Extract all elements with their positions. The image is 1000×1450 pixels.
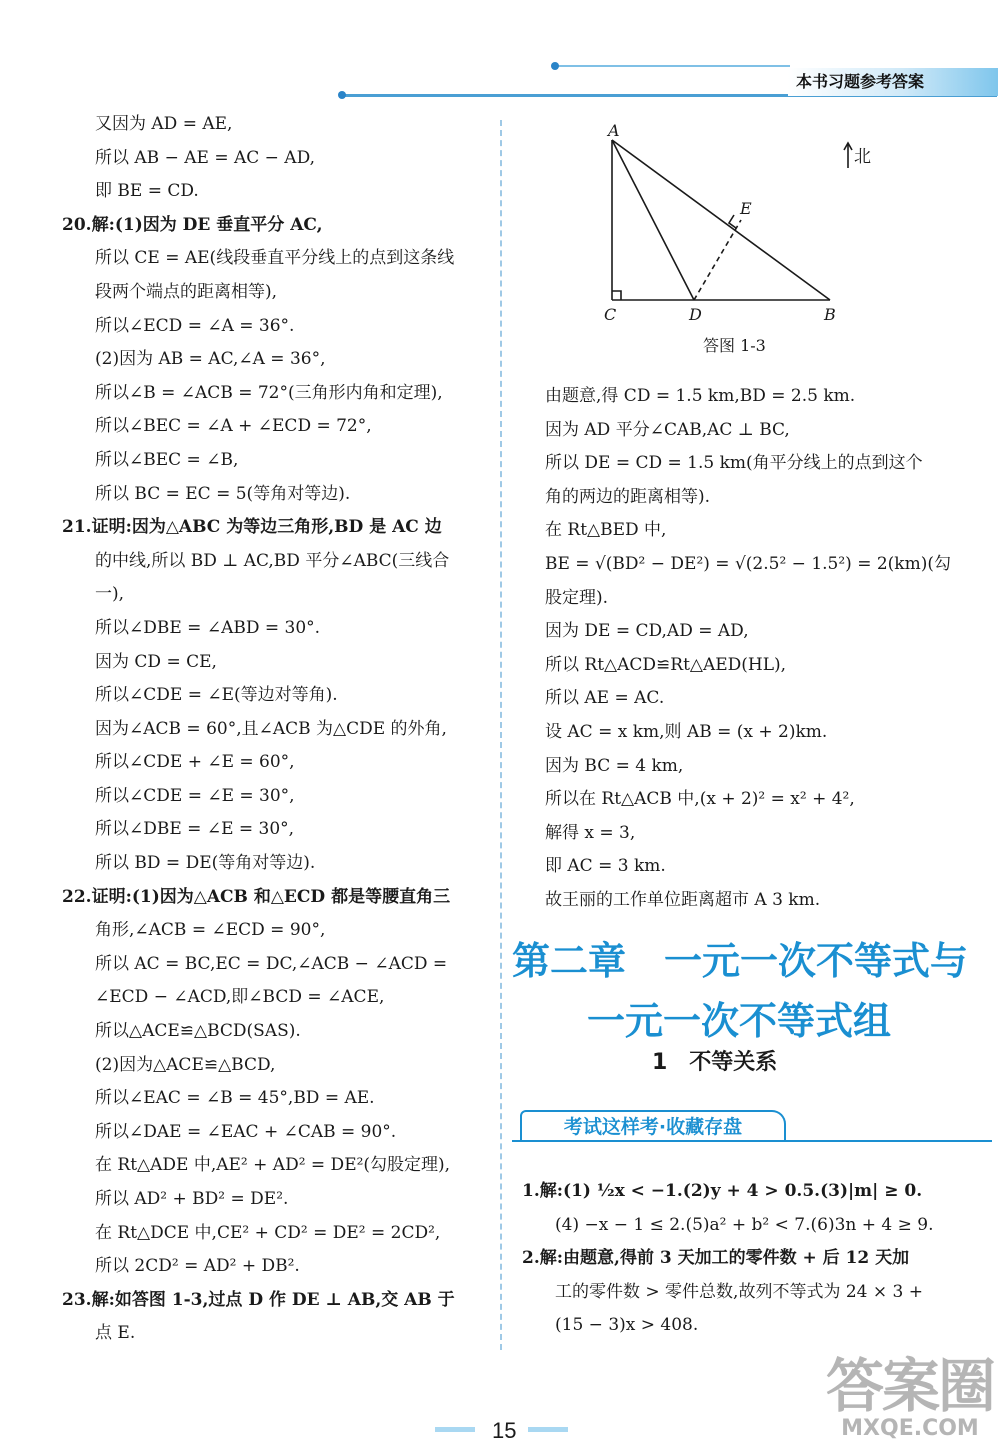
text-line: 所以∠CDE = ∠E(等边对等角). xyxy=(95,685,338,706)
section-tag-rule xyxy=(512,1140,992,1142)
text-line: 点 E. xyxy=(95,1323,136,1344)
text-line: BE = √(BD² − DE²) = √(2.5² − 1.5²) = 2(km)(勾 xyxy=(545,553,951,574)
point-label-d: D xyxy=(689,305,702,324)
header-title: 本书习题参考答案 xyxy=(788,68,998,96)
section-title: 1 不等关系 xyxy=(652,1050,778,1075)
text-line: 因为 DE = CD,AD = AD, xyxy=(545,621,749,642)
text-line: 段两个端点的距离相等), xyxy=(95,281,278,302)
point-label-c: C xyxy=(604,305,617,324)
problem-20-heading: 20.解:(1)因为 DE 垂直平分 AC, xyxy=(62,214,323,235)
text-line: 所以 AB − AE = AC − AD, xyxy=(95,147,316,168)
answer-2-heading: 2.解:由题意,得前 3 天加工的零件数 + 后 12 天加 xyxy=(522,1248,910,1269)
text-line: 所以 CE = AE(线段垂直平分线上的点到这条线 xyxy=(95,248,455,269)
text-line: 所以∠B = ∠ACB = 72°(三角形内角和定理), xyxy=(95,382,443,403)
text-line: 即 BE = CD. xyxy=(95,181,199,202)
segment-ab xyxy=(612,140,830,300)
header-rule-top xyxy=(555,65,790,67)
chapter-title-line-2: 一元一次不等式组 xyxy=(587,999,892,1043)
text-line: (4) −x − 1 ≤ 2.(5)a² + b² < 7.(6)3n + 4 ≥ 9. xyxy=(555,1214,934,1235)
text-line: 所以∠BEC = ∠B, xyxy=(95,449,239,470)
page-number-decoration xyxy=(528,1427,568,1432)
text-line: 角的两边的距离相等). xyxy=(545,486,711,507)
point-label-e: E xyxy=(740,199,752,218)
problem-22-heading: 22.证明:(1)因为△ACB 和△ECD 都是等腰直角三 xyxy=(62,886,451,907)
problem-23-heading: 23.解:如答图 1-3,过点 D 作 DE ⊥ AB,交 AB 于 xyxy=(62,1289,455,1310)
watermark-text: 答案圈 xyxy=(825,1352,994,1420)
page-number: 15 xyxy=(492,1418,517,1443)
text-line: 所以 AD² + BD² = DE². xyxy=(95,1189,289,1209)
text-line: 所以∠DBE = ∠E = 30°, xyxy=(95,819,295,840)
text-line: 所以∠ECD = ∠A = 36°. xyxy=(95,315,295,336)
text-line: 所以 AC = BC,EC = DC,∠ACB − ∠ACD = xyxy=(95,953,448,974)
problem-21-heading: 21.证明:因为△ABC 为等边三角形,BD 是 AC 边 xyxy=(62,517,442,538)
header-dot xyxy=(551,62,559,70)
text-line: 因为 AD 平分∠CAB,AC ⊥ BC, xyxy=(545,419,790,440)
section-tag: 考试这样考·收藏存盘 xyxy=(520,1110,786,1142)
text-line: 的中线,所以 BD ⊥ AC,BD 平分∠ABC(三线合 xyxy=(95,550,450,571)
answers-block xyxy=(522,1175,962,1343)
text-line: (2)因为 AB = AC,∠A = 36°, xyxy=(95,349,326,370)
point-label-b: B xyxy=(824,305,836,324)
left-column xyxy=(62,108,492,1351)
text-line: 即 AC = 3 km. xyxy=(545,856,666,877)
page-number-decoration xyxy=(435,1427,475,1432)
text-line: (2)因为△ACE≌△BCD, xyxy=(95,1054,276,1075)
text-line: 所以∠CDE + ∠E = 60°, xyxy=(95,752,295,773)
text-line: 所以 AE = AC. xyxy=(545,688,665,709)
text-line: 股定理). xyxy=(545,587,609,608)
text-line: 故王丽的工作单位距离超市 A 3 km. xyxy=(545,889,821,910)
segment-ad xyxy=(612,140,694,300)
text-line: 在 Rt△BED 中, xyxy=(545,520,667,541)
text-line: ∠ECD − ∠ACD,即∠BCD = ∠ACE, xyxy=(95,987,385,1008)
right-angle-mark-c xyxy=(612,291,621,300)
north-label: 北 xyxy=(854,147,871,167)
text-line: 因为∠ACB = 60°,且∠ACB 为△CDE 的外角, xyxy=(95,718,447,739)
text-line: 又因为 AD = AE, xyxy=(95,114,233,134)
header-dot xyxy=(338,91,346,99)
segment-de xyxy=(694,220,741,300)
text-line: 所以∠DBE = ∠ABD = 30°. xyxy=(95,617,321,638)
text-line: 设 AC = x km,则 AB = (x + 2)km. xyxy=(545,721,828,742)
text-line: 所以∠CDE = ∠E = 30°, xyxy=(95,785,295,806)
text-line: 由题意,得 CD = 1.5 km,BD = 2.5 km. xyxy=(545,386,856,406)
text-line: 所以 Rt△ACD≌Rt△AED(HL), xyxy=(545,654,787,675)
text-line: 所以∠BEC = ∠A + ∠ECD = 72°, xyxy=(95,416,372,437)
figure-caption: 答图 1-3 xyxy=(703,336,766,355)
text-line: 一), xyxy=(95,584,125,605)
text-line: 角形,∠ACB = ∠ECD = 90°, xyxy=(95,920,326,941)
text-line: 所以 BC = EC = 5(等角对等边). xyxy=(95,483,351,504)
point-label-a: A xyxy=(608,121,620,140)
text-line: 所以 DE = CD = 1.5 km(角平分线上的点到这个 xyxy=(545,453,923,474)
text-line: 所以 BD = DE(等角对等边). xyxy=(95,853,316,874)
answer-1-heading: 1.解:(1) ½x < −1.(2)y + 4 > 0.5.(3)|m| ≥ 0. xyxy=(522,1181,923,1201)
text-line: 因为 BC = 4 km, xyxy=(545,755,684,776)
text-line: 所以∠EAC = ∠B = 45°,BD = AE. xyxy=(95,1088,375,1109)
right-column xyxy=(512,380,952,918)
column-divider xyxy=(500,120,502,1350)
text-line: 因为 CD = CE, xyxy=(95,651,217,672)
text-line: 所以∠DAE = ∠EAC + ∠CAB = 90°. xyxy=(95,1121,397,1142)
watermark-logo xyxy=(825,1352,994,1442)
text-line: 所以△ACE≌△BCD(SAS). xyxy=(95,1021,301,1042)
text-line: 工的零件数 > 零件总数,故列不等式为 24 × 3 + xyxy=(555,1281,924,1302)
text-line: 所以 2CD² = AD² + DB². xyxy=(95,1256,300,1277)
watermark-url: MXQE.COM xyxy=(841,1416,979,1441)
chapter-title-line-1: 第二章 一元一次不等式与 xyxy=(512,939,969,983)
text-line: 解得 x = 3, xyxy=(545,822,636,843)
text-line: 在 Rt△ADE 中,AE² + AD² = DE²(勾股定理), xyxy=(95,1155,451,1176)
text-line: (15 − 3)x > 408. xyxy=(555,1315,699,1336)
text-line: 所以在 Rt△ACB 中,(x + 2)² = x² + 4², xyxy=(545,789,855,810)
text-line: 在 Rt△DCE 中,CE² + CD² = DE² = 2CD², xyxy=(95,1222,441,1243)
